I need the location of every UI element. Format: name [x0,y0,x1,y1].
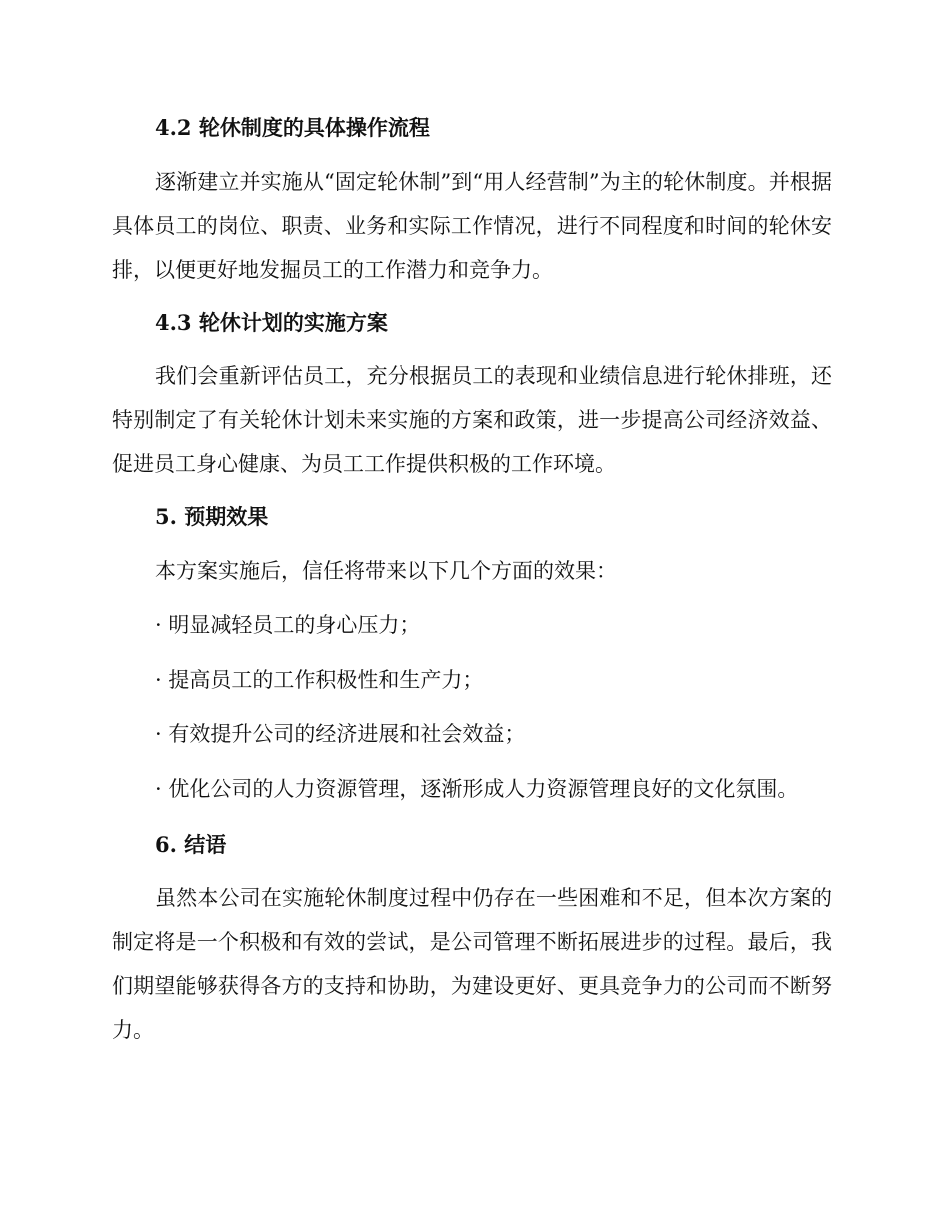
section-heading-4-3: 4.3 轮休计划的实施方案 [155,310,388,335]
section-paragraph-4-2: 逐渐建立并实施从“固定轮休制”到“用人经营制”为主的轮休制度。并根据具体员工的岗位、职责、业务和实际工作情况，进行不同程度和时间的轮休安排，以便更好地发掘员工的工作潜力和竞争力。 [112,170,832,282]
bullet-item-2: · 提高员工的工作积极性和生产力； [155,668,484,692]
section-heading-4-2: 4.2 轮休制度的具体操作流程 [155,115,430,140]
section-heading-5: 5. 预期效果 [155,504,269,529]
section-paragraph-6: 虽然本公司在实施轮休制度过程中仍存在一些困难和不足，但本次方案的制定将是一个积极和有效的尝试，是公司管理不断拓展进步的过程。最后，我们期望能够获得各方的支持和协助，为建设更好、更具竞争力的公司而不断努力。 [112,886,832,1042]
bullet-item-1: · 明显减轻员工的身心压力； [155,613,421,637]
section-intro-5: 本方案实施后，信任将带来以下几个方面的效果： [155,559,617,583]
section-heading-6: 6. 结语 [155,832,227,857]
bullet-item-4: · 优化公司的人力资源管理，逐渐形成人力资源管理良好的文化氛围。 [155,777,799,801]
section-paragraph-4-3: 我们会重新评估员工，充分根据员工的表现和业绩信息进行轮休排班，还特别制定了有关轮休计划未来实施的方案和政策，进一步提高公司经济效益、促进员工身心健康、为员工工作提供积极的工作环境。 [112,364,832,476]
bullet-item-3: · 有效提升公司的经济进展和社会效益； [155,722,526,746]
